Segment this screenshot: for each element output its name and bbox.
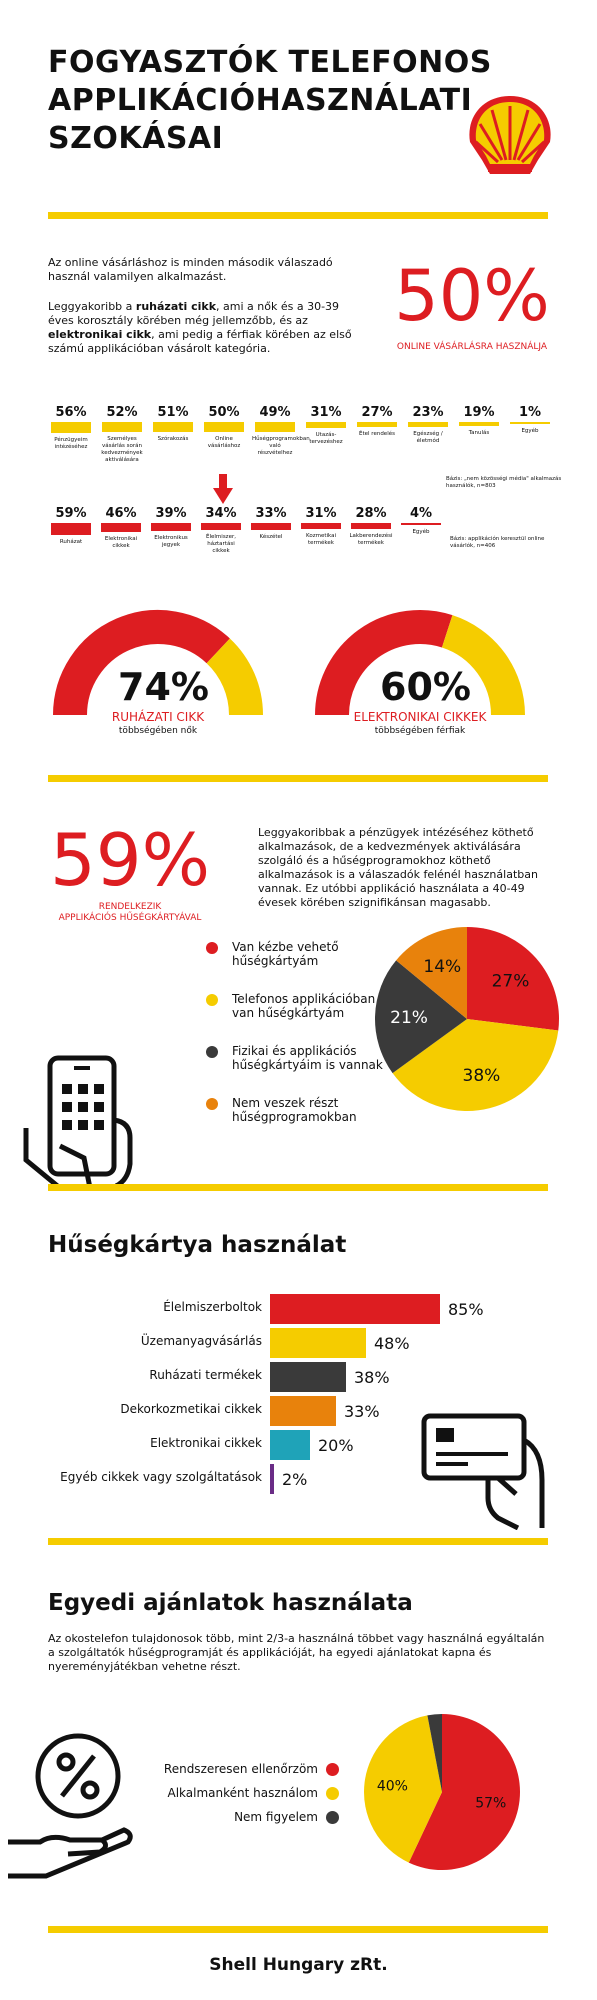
bar-value: 50% — [208, 405, 240, 420]
loyalty-usage-heading: Hűségkártya használat — [48, 1232, 347, 1258]
bar-label: Szórakozás — [157, 436, 189, 443]
hbar-value: 2% — [282, 1470, 308, 1489]
bar-value: 46% — [105, 506, 137, 521]
pie-label: 38% — [462, 1065, 501, 1086]
bar — [151, 523, 191, 531]
page-title — [48, 44, 492, 158]
legend-label — [232, 992, 392, 1020]
legend-line: Telefonos applikációban — [232, 992, 376, 1006]
bar-value: 1% — [518, 405, 542, 420]
legend-line: Van kézbe vehető — [232, 940, 339, 954]
bar-label: Egészség / életmód — [413, 430, 443, 444]
title-line-2: APPLIKÁCIÓHASZNÁLATI — [48, 83, 473, 118]
chart2-note: Bázis: applikáción keresztül online vásárlók, n=406 — [450, 536, 545, 549]
legend-line: hűségkártyáim is vannak — [232, 1058, 383, 1072]
divider — [48, 1184, 548, 1191]
hbar — [270, 1396, 336, 1426]
bar — [102, 422, 142, 432]
bar-item — [48, 405, 94, 451]
bar — [204, 422, 244, 432]
bar-value: 28% — [355, 506, 387, 521]
bar-label: Elektronikus jegyek — [154, 534, 188, 548]
pie-label: 21% — [390, 1007, 428, 1028]
bar — [153, 422, 193, 432]
legend-line: van hűségkártyám — [232, 1006, 345, 1020]
bar-item — [248, 506, 294, 541]
bar-label: Étel rendelés — [359, 431, 395, 438]
bar-label: Elektronikai cikkek — [104, 536, 138, 550]
offers-heading: Egyedi ajánlatok használata — [48, 1590, 413, 1616]
loyalty-pie — [372, 924, 562, 1114]
hbar-label: Dekorkozmetikai cikkek — [120, 1402, 262, 1416]
hbar-label: Egyéb cikkek vagy szolgáltatások — [60, 1470, 262, 1484]
pie-label: 14% — [423, 957, 462, 978]
legend-label: Rendszeresen ellenőrzöm — [163, 1762, 318, 1776]
bar — [357, 422, 397, 427]
gauge-electronics-value: 60% — [380, 665, 471, 709]
hbar-value: 48% — [374, 1334, 410, 1353]
bar-label: Egyéb — [412, 529, 430, 535]
bar-value: 33% — [255, 506, 287, 521]
chart1-note: Bázis: „nem közösségi média" alkalmazás használók, n=803 — [446, 476, 562, 489]
hbar-value: 38% — [354, 1368, 390, 1387]
bar-label: Kozmetikai termékek — [306, 533, 336, 547]
bar-value: 56% — [55, 405, 87, 420]
bar — [101, 523, 141, 532]
gauge-electronics-sub: többségében férfiak — [374, 726, 466, 736]
divider — [48, 1926, 548, 1933]
pie-label: 40% — [376, 1778, 408, 1795]
bar-value: 31% — [305, 506, 337, 521]
hbar-label: Elektronikai cikkek — [150, 1436, 262, 1450]
legend-line: hűségprogramokban — [232, 1110, 357, 1124]
hbar-label: Ruházati termékek — [149, 1368, 262, 1382]
title-line-1: FOGYASZTÓK TELEFONOS — [48, 45, 492, 80]
loyalty-text: Leggyakoribbak a pénzügyek intézéséhez köthető alkalmazások, de a kedvezmények aktiválására szolgáló és a hűségprogramokhoz köthető alkalmazások is a válaszadók felénél használatban vannak. Ez utóbbi applikáció használata a 40-49 évesek körében szignifikánsan magasabb. — [258, 826, 538, 909]
gauge-clothing-sub: többségében nők — [118, 726, 198, 736]
legend-label — [232, 1044, 392, 1072]
bar-value: 34% — [205, 506, 237, 521]
gauge-clothing-caption: RUHÁZATI CIKK — [111, 710, 205, 724]
bar-value: 49% — [259, 405, 291, 420]
bar-item — [99, 405, 145, 464]
bar-value: 23% — [412, 405, 444, 420]
gauge-electronics-caption: ELEKTRONIKAI CIKKEK — [353, 710, 487, 724]
hbar — [270, 1328, 366, 1358]
bar-item — [398, 506, 444, 536]
hbar-value: 85% — [448, 1300, 484, 1319]
bar — [351, 523, 391, 529]
hbar-label: Üzemanyagvásárlás — [140, 1334, 262, 1348]
hbar-label: Élelmiszerboltok — [163, 1300, 262, 1314]
bar — [51, 523, 91, 535]
legend-dot — [326, 1763, 339, 1776]
smartphone-hand-icon — [20, 1050, 150, 1190]
hbar — [270, 1294, 440, 1324]
bar-value: 51% — [157, 405, 189, 420]
bar-label: Lakberendezési termékek — [349, 532, 393, 546]
bar — [408, 422, 448, 427]
bar-value: 52% — [106, 405, 138, 420]
legend-label — [232, 1096, 392, 1124]
bar — [51, 422, 91, 433]
bar-item — [303, 405, 349, 446]
offers-text: Az okostelefon tulajdonosok több, mint 2/3-a használná többet vagy használná egyáltalán a szolgáltatók hűségprogramját és applikációját, ha egyedi ajánlatokat kapna és nyereményjátékban vehetne részt. — [48, 1632, 545, 1673]
offers-pie — [362, 1712, 522, 1872]
divider — [48, 775, 548, 782]
loyalty-stat-label: RENDELKEZIK APPLIKÁCIÓS HŰSÉGKÁRTYÁVAL — [58, 902, 202, 923]
bar — [510, 422, 550, 424]
bar-label: Személyes vásárlás során kedvezmények aktiválására — [101, 436, 143, 464]
legend-label: Alkalmanként használom — [167, 1786, 318, 1800]
hbar — [270, 1430, 310, 1460]
hbar — [270, 1464, 274, 1494]
legend-line: Fizikai és applikációs — [232, 1044, 357, 1058]
online-stat-label: ONLINE VÁSÁRLÁSRA HASZNÁLJA — [396, 342, 548, 352]
online-stat-value: 50% — [394, 255, 550, 337]
bar-label: Egyéb — [521, 428, 539, 434]
bar-item — [201, 405, 247, 450]
bar-label: Online vásárláshoz — [207, 436, 241, 449]
legend-dot — [206, 1046, 218, 1058]
hbar — [270, 1362, 346, 1392]
bar-label: Utazás-tervezéshez — [309, 432, 343, 446]
bar — [401, 523, 441, 525]
bar-item — [98, 506, 144, 550]
bar-item — [348, 506, 394, 547]
bar-item — [405, 405, 451, 445]
bar-value: 31% — [310, 405, 342, 420]
legend-dot — [206, 942, 218, 954]
bar-label: Tanulás — [468, 429, 490, 436]
bar — [251, 523, 291, 530]
bar-label: Ruházat — [59, 538, 83, 545]
bar-item — [198, 506, 244, 555]
shell-logo — [462, 90, 558, 180]
intro-paragraph-1: Az online vásárláshoz is minden második válaszadó használ valamilyen alkalmazást. — [48, 256, 333, 283]
loyalty-stat-value: 59% — [49, 818, 211, 902]
bar-item — [150, 405, 196, 443]
gauge-clothing-value: 74% — [118, 665, 209, 709]
legend-dot — [326, 1787, 339, 1800]
bar-value: 59% — [55, 506, 87, 521]
bar-value: 19% — [463, 405, 495, 420]
bar-value: 39% — [155, 506, 187, 521]
legend-label: Nem figyelem — [234, 1810, 318, 1824]
pie-label: 27% — [491, 971, 530, 992]
bar — [301, 523, 341, 529]
legend-line: hűségkártyám — [232, 954, 319, 968]
title-line-3: SZOKÁSAI — [48, 121, 224, 156]
bar-item — [252, 405, 310, 457]
bar-item — [298, 506, 344, 547]
bar-item — [507, 405, 553, 435]
bar-item — [354, 405, 400, 438]
legend-label — [232, 940, 392, 968]
bar — [459, 422, 499, 426]
legend-dot — [206, 1098, 218, 1110]
legend-dot — [206, 994, 218, 1006]
bar-label: Pénzügyeim intézéséhez — [54, 437, 88, 451]
bar — [306, 422, 346, 428]
bar-value: 4% — [409, 506, 433, 521]
bar — [255, 422, 295, 432]
legend-dot — [326, 1811, 339, 1824]
bar — [201, 523, 241, 530]
bar-label: Élelmiszer, háztartási cikkek — [206, 533, 236, 554]
bar-item — [148, 506, 194, 549]
down-arrow-icon — [213, 474, 233, 504]
bar-value: 27% — [361, 405, 393, 420]
intro-paragraph-2: Leggyakoribb a ruházati cikk, ami a nők és a 30-39 éves korosztály körében még jellemzőbb, és az elektronikai cikk, ami pedig a férfiak körében az első számú applikációban vásárolt kategória. — [48, 300, 352, 355]
bar-label: Hűségprogramokban való részvételhez — [252, 435, 310, 456]
footer-company: Shell Hungary zRt. — [209, 1955, 388, 1975]
bar-label: Készétel — [259, 533, 283, 540]
legend-line: Nem veszek részt — [232, 1096, 339, 1110]
hbar-value: 20% — [318, 1436, 354, 1455]
bar-item — [456, 405, 502, 437]
credit-card-hand-icon — [418, 1410, 548, 1530]
divider — [48, 212, 548, 219]
gauge-rest — [218, 651, 246, 715]
pie-label: 57% — [475, 1795, 507, 1812]
hbar-value: 33% — [344, 1402, 380, 1421]
bar-item — [48, 506, 94, 546]
divider — [48, 1538, 548, 1545]
